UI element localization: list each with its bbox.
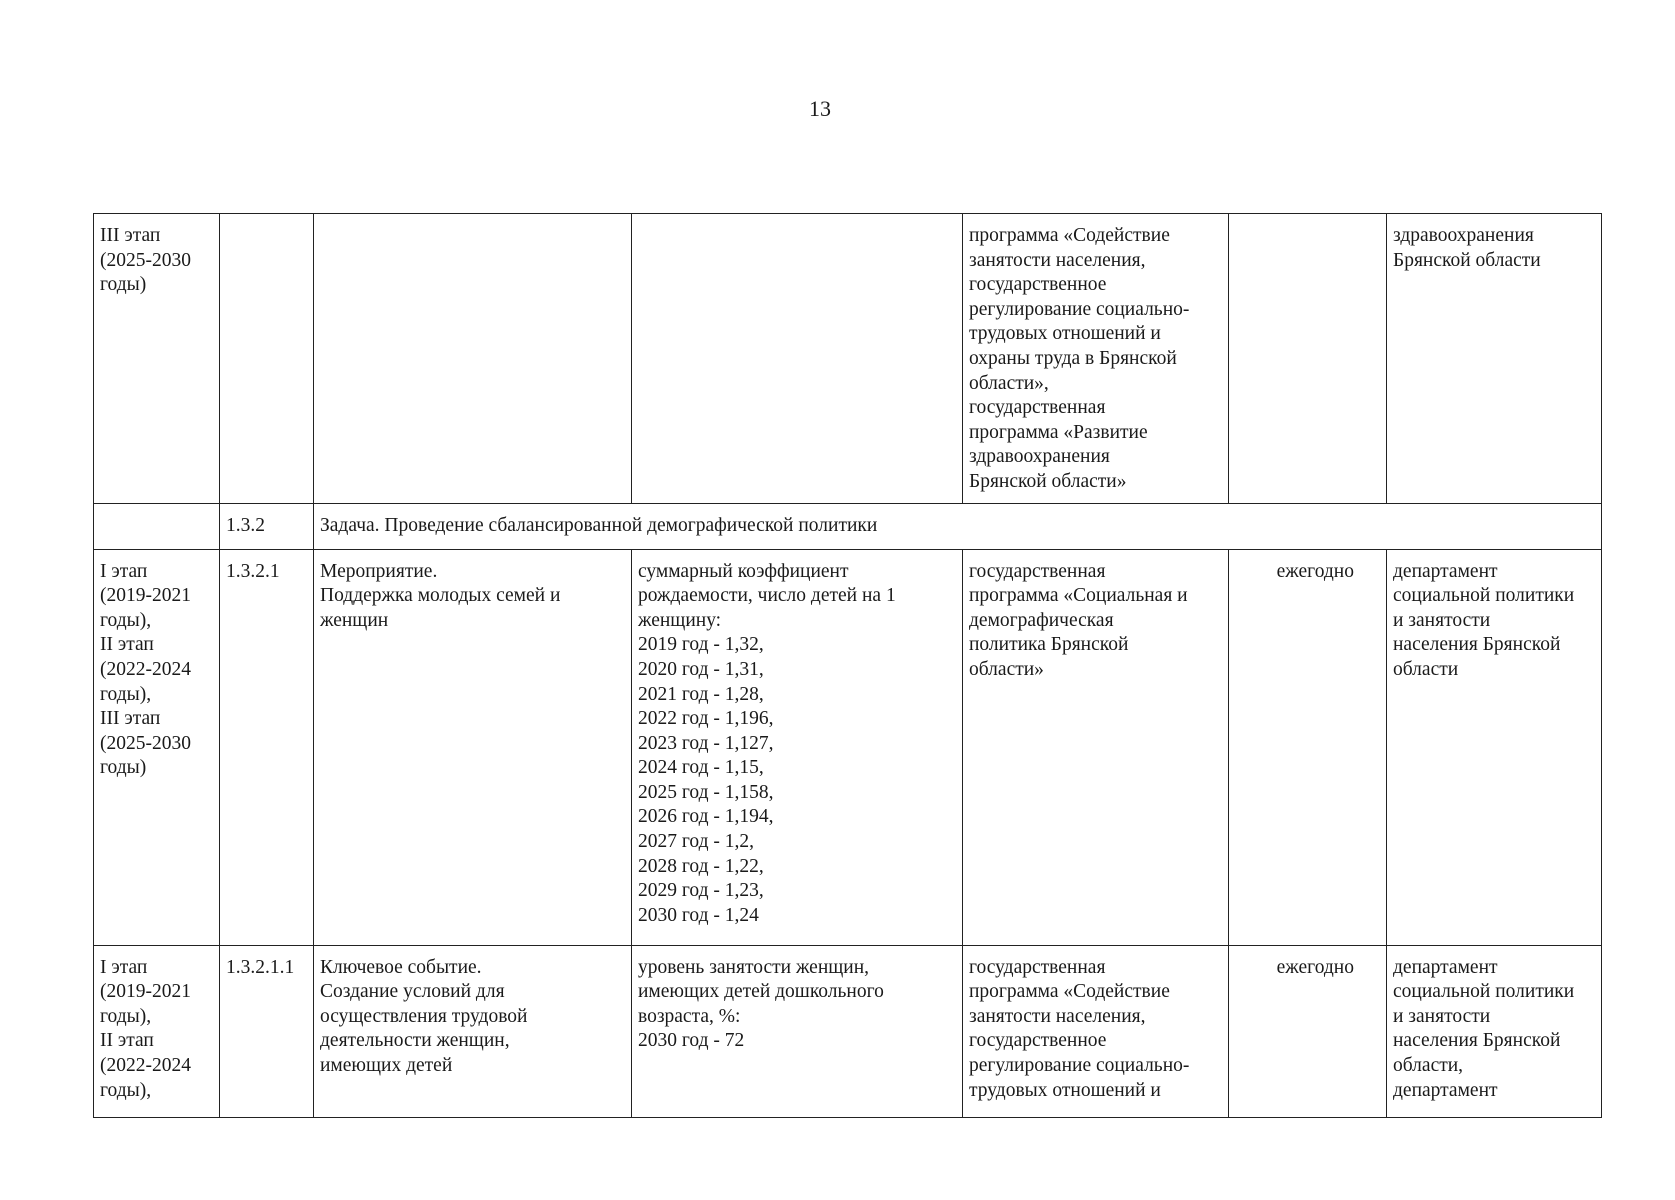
stage-cell: I этап (2019-2021 годы), II этап (2022-2024 годы),	[94, 945, 220, 1117]
plan-table	[93, 213, 1602, 1118]
term-cell: ежегодно	[1229, 549, 1387, 945]
indicator-cell	[632, 214, 963, 504]
code-cell	[220, 214, 314, 504]
table-row	[94, 214, 1602, 504]
indicator-cell: суммарный коэффициент рождаемости, число детей на 1 женщину: 2019 год - 1,32, 2020 год - 1,31, 2021 год - 1,28, 2022 год - 1,196, 2023 год - 1,127, 2024 год - 1,15, 2025 год - 1,158, 2026 год - 1,194, 2027 год - 1,2, 2028 год - 1,22, 2029 год - 1,23, 2030 год - 1,24	[632, 549, 963, 945]
indicator-value: 2023 год - 1,127,	[638, 732, 774, 754]
term-cell: ежегодно	[1229, 945, 1387, 1117]
stage-cell	[94, 503, 220, 549]
table-row	[94, 549, 1602, 945]
indicator-value: 2030 год - 1,24	[638, 904, 759, 926]
name-cell: Ключевое событие. Создание условий для осуществления трудовой деятельности женщин, имеющих детей	[314, 945, 632, 1117]
table-row	[94, 945, 1602, 1117]
program-cell: государственная программа «Социальная и демографическая политика Брянской области»	[963, 549, 1229, 945]
indicator-value: 2021 год - 1,28,	[638, 683, 764, 705]
responsible-cell: департамент социальной политики и занятости населения Брянской области, департамент	[1387, 945, 1602, 1117]
indicator-value: 2029 год - 1,23,	[638, 880, 764, 902]
program-cell: программа «Содействие занятости населения, государственное регулирование социально- трудовых отношений и охраны труда в Брянской области», государственная программа «Развитие здравоохранения Брянской области»	[963, 214, 1229, 504]
indicator-value: 2028 год - 1,22,	[638, 855, 764, 877]
table-row	[94, 503, 1602, 549]
indicator-value: 2026 год - 1,194,	[638, 806, 774, 828]
stage-cell: I этап (2019-2021 годы), II этап (2022-2024 годы), III этап (2025-2030 годы)	[94, 549, 220, 945]
code-cell: 1.3.2.1.1	[220, 945, 314, 1117]
term-cell	[1229, 214, 1387, 504]
task-cell: Задача. Проведение сбалансированной демографической политики	[314, 503, 1602, 549]
page-number: 13	[809, 96, 831, 121]
indicator-value: 2027 год - 1,2,	[638, 831, 754, 853]
stage-cell: III этап (2025-2030 годы)	[94, 214, 220, 504]
responsible-cell: здравоохранения Брянской области	[1387, 214, 1602, 504]
responsible-cell: департамент социальной политики и занятости населения Брянской области	[1387, 549, 1602, 945]
name-cell	[314, 214, 632, 504]
code-cell: 1.3.2	[220, 503, 314, 549]
indicator-value: 2020 год - 1,31,	[638, 658, 764, 680]
name-cell: Мероприятие. Поддержка молодых семей и женщин	[314, 549, 632, 945]
indicator-value: 2019 год - 1,32,	[638, 634, 764, 656]
indicator-value: 2025 год - 1,158,	[638, 781, 774, 803]
code-cell: 1.3.2.1	[220, 549, 314, 945]
indicator-value: 2024 год - 1,15,	[638, 757, 764, 779]
program-cell: государственная программа «Содействие занятости населения, государственное регулирование социально- трудовых отношений и	[963, 945, 1229, 1117]
indicator-value: 2022 год - 1,196,	[638, 708, 774, 730]
indicator-cell: уровень занятости женщин, имеющих детей дошкольного возраста, %: 2030 год - 72	[632, 945, 963, 1117]
